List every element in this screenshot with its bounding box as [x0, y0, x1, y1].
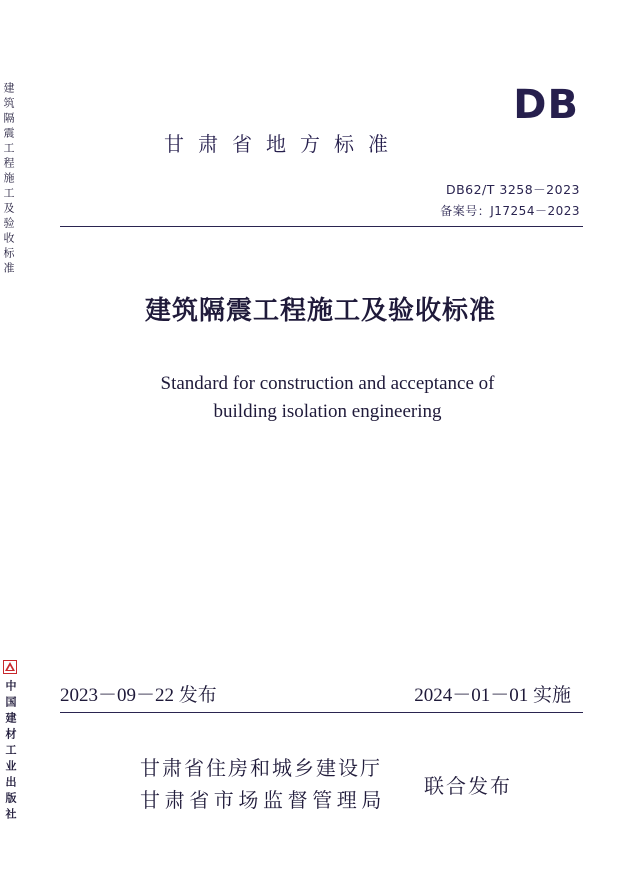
top-divider [60, 226, 583, 227]
title-english [0, 370, 629, 426]
standard-number: DB62/T 3258－2023 [445, 182, 580, 197]
bottom-divider [60, 712, 583, 713]
issue-date: 2023－09－22 发布 [60, 685, 217, 706]
issuer-market-regulation: 甘肃省市场监督管理局 [140, 788, 386, 812]
title-chinese: 建筑隔震工程施工及验收标准 [144, 296, 496, 326]
db-logo: DB [513, 82, 579, 128]
spine-title: 建筑隔震工程施工及验收标准 [2, 82, 15, 277]
title-english-line2: building isolation engineering [213, 401, 442, 422]
record-number: 备案号：J17254－2023 [440, 204, 580, 218]
publisher-logo-icon [3, 660, 17, 674]
spine-publisher: 中国建材工业出版社 [4, 680, 17, 824]
issuer-housing-department: 甘肃省住房和城乡建设厅 [140, 756, 382, 780]
implementation-date: 2024－01－01 实施 [414, 685, 571, 706]
joint-release-label: 联合发布 [424, 774, 512, 798]
title-english-line1: Standard for construction and acceptance of [160, 373, 495, 394]
issuing-authorities [140, 752, 386, 816]
standard-category: 甘肃省地方标准 [164, 132, 402, 156]
